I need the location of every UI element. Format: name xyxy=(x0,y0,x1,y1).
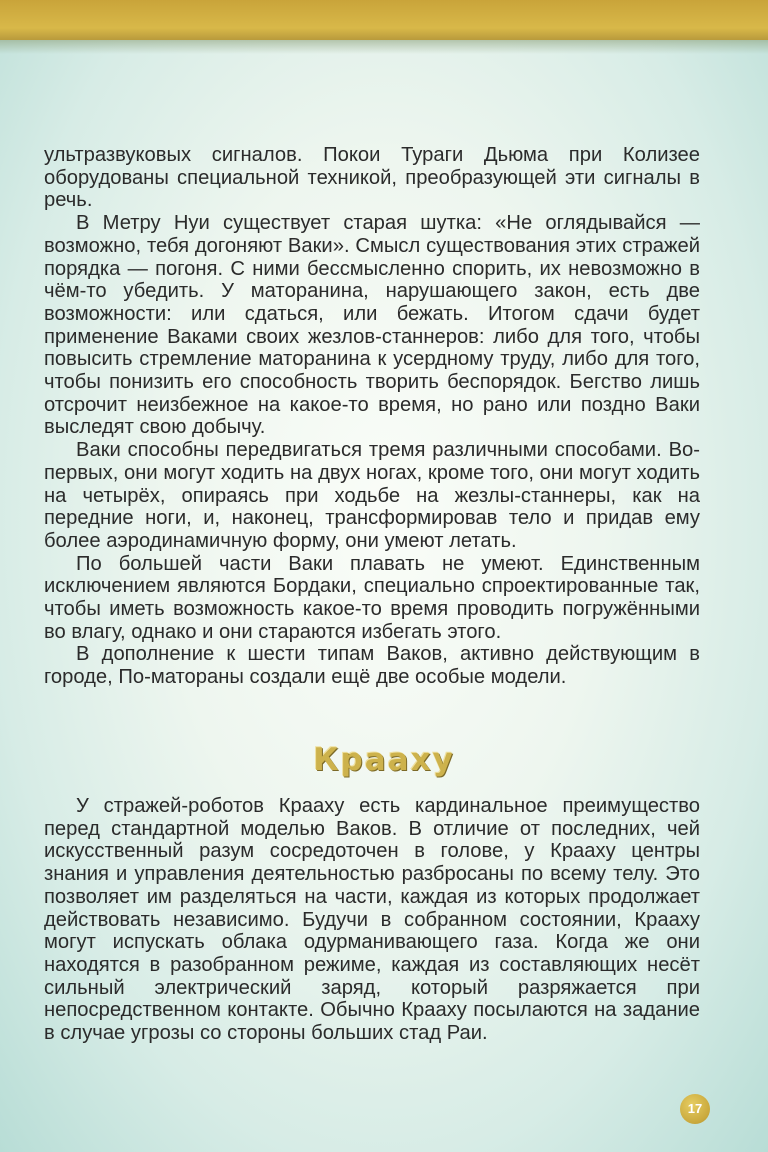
top-decorative-band xyxy=(0,0,768,40)
body-text-section-1 xyxy=(44,144,700,689)
page-number-badge: 17 xyxy=(680,1094,710,1124)
paragraph: Ваки способны передвигаться тремя различными способами. Во-первых, они могут ходить на двух ногах, кроме того, они могут ходить на четырёх, опираясь при ходьбе на жезлы-станнеры, как на передние ноги, и, наконец, трансформировав тело и придав ему более аэродинамичную форму, они умеют летать. xyxy=(44,439,700,552)
paragraph: У стражей-роботов Краахy есть кардинальное преимущество перед стандартной моделью Ваков. В отличие от последних, чей искусственный разум сосредоточен в голове, у Краахy центры знания и управления деятельностью разбросаны по всему телу. Это позволяет им разделяться на части, каждая из которых продолжает действовать независимо. Будучи в собранном состоянии, Краахy могут испускать облака одурманивающего газа. Когда же они находятся в разобранном режиме, каждая из составляющих несёт сильный электрический заряд, который разряжается при непосредственном контакте. Обычно Краахy посылаются на задание в случае угрозы со стороны больших стад Раи. xyxy=(44,795,700,1045)
paragraph: В Метру Нуи существует старая шутка: «Не оглядывайся — возможно, тебя догоняют Ваки». Смысл существования этих стражей порядка — погоня. С ними бессмысленно спорить, их невозможно в чём-то убедить. У матoранина, нарушающего закон, есть две возможности: или сдаться, или бежать. Итогом сдачи будет применение Ваками своих жезлов-станнеров: либо для того, чтобы повысить стремление матoранина к усердному труду, либо для того, чтобы понизить его способность творить беспорядок. Бегство лишь отсрочит неизбежное на какое-то время, но рано или поздно Ваки выследят свою добычу. xyxy=(44,212,700,439)
paragraph: ультразвуковых сигналов. Покои Тураги Дьюма при Колизее оборудованы специальной техникой, преобразующей эти сигналы в речь. xyxy=(44,144,700,212)
section-heading: Краахy xyxy=(313,742,455,778)
paragraph: В дополнение к шести типам Ваков, активно действующим в городе, По-матораны создали ещё две особые модели. xyxy=(44,643,700,689)
body-text-section-2 xyxy=(44,795,700,1045)
paragraph: По большей части Ваки плавать не умеют. Единственным исключением являются Бордаки, специально спроектированные так, чтобы иметь возможность какое-то время проводить погружёнными во влагу, однако и они стараются избегать этого. xyxy=(44,552,700,643)
top-band-shadow xyxy=(0,40,768,54)
